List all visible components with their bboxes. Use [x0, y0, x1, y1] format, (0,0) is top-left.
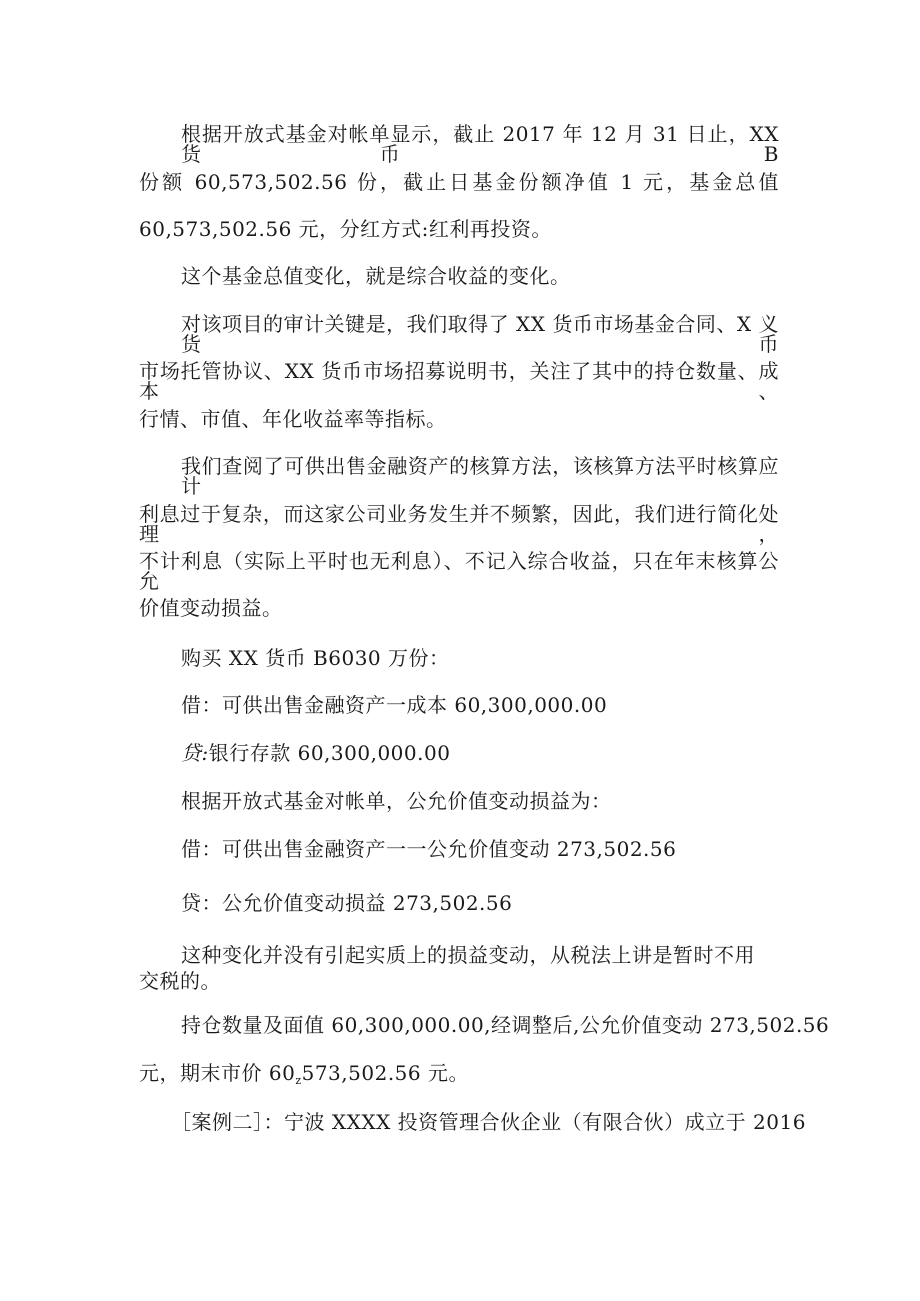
paragraph-4-line-1: 我们查阅了可供出售金融资产的核算方法，该核算方法平时核算应计	[181, 454, 779, 498]
paragraph-12-line-2	[139, 1063, 469, 1086]
paragraph-10: 贷：公允价值变动损益 273,502.56	[181, 891, 513, 915]
paragraph-9: 借：可供出售金融资产一一公允价值变动 273,502.56	[181, 837, 677, 861]
paragraph-11-line-1: 这种变化并没有引起实质上的损益变动，从税法上讲是暂时不用	[181, 943, 755, 967]
paragraph-2: 这个基金总值变化，就是综合收益的变化。	[181, 264, 571, 288]
paragraph-12-line-1: 持仓数量及面值 60,300,000.00,经调整后,公允价值变动 273,502.56	[181, 1013, 830, 1037]
paragraph-1-line-2: 份额 60,573,502.56 份，截止日基金份额净值 1 元，基金总值	[139, 170, 779, 194]
paragraph-4-line-2: 利息过于复杂，而这家公司业务发生并不频繁，因此，我们进行简化处理，	[139, 502, 779, 546]
paragraph-11-line-2: 交税的。	[139, 969, 221, 993]
paragraph-12-line-2-b: 573,502.56 元。	[301, 1061, 469, 1085]
paragraph-3-line-2: 市场托管协议、XX 货币市场招募说明书，关注了其中的持仓数量、成本、	[139, 359, 779, 403]
paragraph-13: ［案例二］：宁波 XXXX 投资管理合伙企业（有限合伙）成立于 2016	[171, 1110, 806, 1134]
paragraph-4-line-4: 价值变动损益。	[139, 596, 283, 620]
paragraph-1-line-3: 60,573,502.56 元，分红方式:红利再投资。	[139, 217, 552, 241]
paragraph-3-line-3: 行情、市值、年化收益率等指标。	[139, 407, 447, 431]
paragraph-1-line-1: 根据开放式基金对帐单显示，截止 2017 年 12 月 31 日止，XX 货币 B	[181, 122, 779, 166]
paragraph-6: 借：可供出售金融资产一成本 60,300,000.00	[181, 693, 608, 717]
paragraph-7-prefix: 贷:	[181, 741, 209, 765]
paragraph-8: 根据开放式基金对帐单，公允价值变动损益为：	[181, 789, 612, 813]
paragraph-5: 购买 XX 货币 B6030 万份：	[181, 646, 450, 670]
paragraph-12-line-2-a: 元，期末市价 60	[139, 1061, 296, 1085]
paragraph-3-line-1: 对该项目的审计关键是，我们取得了 XX 货币市场基金合同、X 义货币	[181, 312, 779, 356]
paragraph-4-line-3: 不计利息（实际上平时也无利息）、不记入综合收益，只在年末核算公允	[139, 549, 779, 593]
paragraph-7-rest: 银行存款 60,300,000.00	[208, 741, 451, 765]
paragraph-7	[181, 743, 450, 763]
paragraph-12-subscript: z	[295, 1074, 302, 1087]
